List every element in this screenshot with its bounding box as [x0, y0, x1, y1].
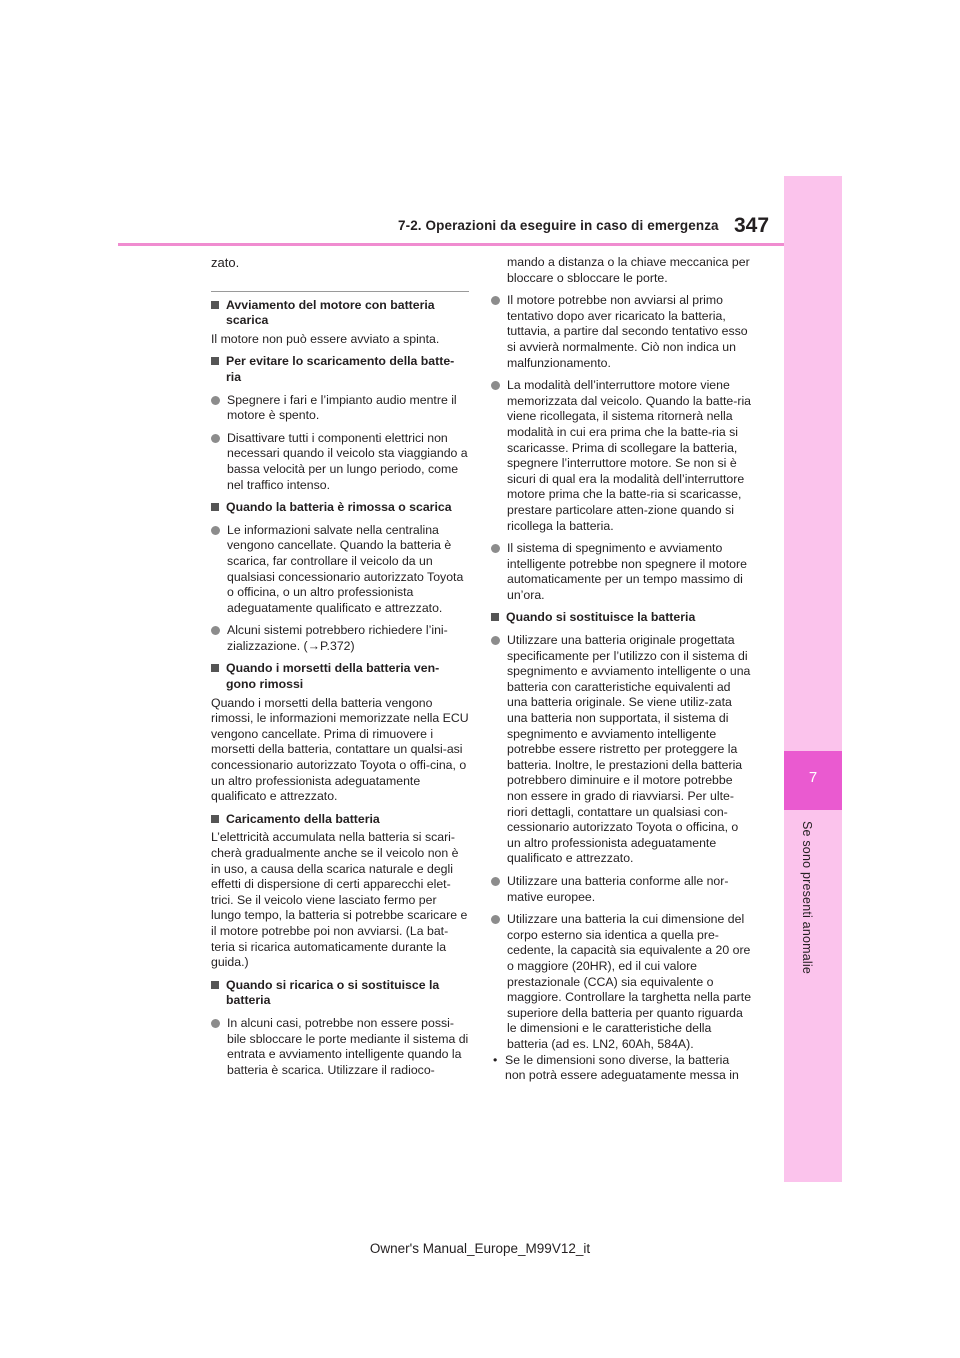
list-item: In alcuni casi, potrebbe non essere possi-bile sbloccare le porte mediante il sistema di entrata e avviamento intelligente quando la batteria è scarica. Utilizzare il radioco- — [211, 1016, 469, 1078]
list-item: Il sistema di spegnimento e avviamento intelligente potrebbe non spegnere il motore automaticamente per un tempo massimo di un’ora. — [491, 541, 753, 603]
section-title: 7-2. Operazioni da eseguire in caso di emergenza — [398, 218, 719, 233]
chapter-number: 7 — [808, 769, 818, 786]
page-number: 347 — [734, 214, 770, 237]
sub-list-item: • Se le dimensioni sono diverse, la batteria non potrà essere adeguatamente messa in — [493, 1052, 739, 1083]
chapter-label: Se sono presenti anomalie — [800, 821, 814, 975]
square-bullet-icon — [211, 301, 219, 309]
body-paragraph: Quando i morsetti della batteria vengono rimossi, le informazioni memorizzate nella ECU vengono cancellate. Prima di rimuovere i morsetti della batteria, contattare un qualsi-asi concessionario autorizzato Toyota o offi-cina, o un altro professionista adeguatamente qualificato e attrezzato. — [211, 695, 469, 804]
section-divider — [211, 291, 469, 292]
body-paragraph: Il motore non può essere avviato a spinta. — [211, 331, 440, 346]
circle-bullet-icon — [211, 396, 220, 405]
section-heading: Avviamento del motore con batteria scarica — [211, 298, 469, 329]
list-item: Utilizzare una batteria la cui dimensione del corpo esterno sia identica a quella pre-cedente, la capacità sia equivalente a 20 ore o maggiore (20HR), ed il cui valore prestazionale (CCA) sia equivalente o maggiore. Controllare la targhetta nella parte superiore della batteria per quanto riguarda le dimensioni e le caratteristiche della batteria (ad es. LN2, 60Ah, 584A). — [491, 912, 753, 1052]
square-bullet-icon — [491, 613, 499, 621]
circle-bullet-icon — [491, 877, 500, 886]
section-heading: Quando la batteria è rimossa o scarica — [211, 500, 469, 516]
section-heading: Caricamento della batteria — [211, 812, 469, 828]
circle-bullet-icon — [211, 434, 220, 443]
list-item-with-page-link[interactable]: Alcuni sistemi potrebbero richiedere l’ini-zializzazione. (→P.372) — [211, 623, 469, 654]
circle-bullet-icon — [211, 626, 220, 635]
square-bullet-icon — [211, 815, 219, 823]
section-heading: Per evitare lo scaricamento della batte-ria — [211, 354, 469, 385]
chapter-side-tab[interactable] — [784, 176, 842, 1182]
body-paragraph: L’elettricità accumulata nella batteria si scari-cherà gradualmente anche se il veicolo non è in uso, a causa della scarica naturale e degli effetti di dispersione di certi apparecchi elet-trici. Se il veicolo viene lasciato fermo per lungo tempo, la batteria si potrebbe scaricare e il motore potrebbe poi non avviarsi. (La bat-teria si ricarica automaticamente durante la guida.) — [211, 830, 468, 970]
section-heading: Quando si ricarica o si sostituisce la batteria — [211, 978, 469, 1009]
section-heading: Quando i morsetti della batteria ven-gono rimossi — [211, 661, 469, 692]
circle-bullet-icon — [491, 636, 500, 645]
square-bullet-icon — [211, 664, 219, 672]
square-bullet-icon — [211, 981, 219, 989]
left-column — [211, 255, 469, 1085]
square-bullet-icon — [211, 503, 219, 511]
circle-bullet-icon — [491, 544, 500, 553]
circle-bullet-icon — [211, 526, 220, 535]
list-item: Le informazioni salvate nella centralina vengono cancellate. Quando la batteria è scarica, far controllare il veicolo da un qualsiasi concessionario autorizzato Toyota o officina, o un altro professionista adeguatamente qualificato e attrezzato. — [211, 523, 469, 617]
continuation-text: mando a distanza o la chiave meccanica per bloccare o sbloccare le porte. — [507, 255, 750, 285]
chapter-number-box — [784, 751, 842, 810]
header-rule — [118, 243, 784, 246]
list-item: Spegnere i fari e l’impianto audio mentre il motore è spento. — [211, 393, 469, 424]
list-item: Il motore potrebbe non avviarsi al primo tentativo dopo aver ricaricato la batteria, tuttavia, a partire dal secondo tentativo esso si avvierà normalmente. Ciò non indica un malfunzionamento. — [491, 293, 753, 371]
circle-bullet-icon — [491, 296, 500, 305]
square-bullet-icon — [211, 357, 219, 365]
right-column — [491, 255, 753, 1084]
list-item: La modalità dell’interruttore motore viene memorizzata dal veicolo. Quando la batte-ria viene ricollegata, il sistema ritornerà nella modalità in cui era prima che la batte-ria si scaricasse. Prima di scollegare la batteria, spegnere l’interruttore motore. Se non si è sicuri di qual era la modalità dell’interruttore motore prima che la batte-ria si scaricasse, prestare particolare atten-zione quando si ricollega la batteria. — [491, 378, 753, 534]
circle-bullet-icon — [491, 915, 500, 924]
list-item: Utilizzare una batteria conforme alle nor-mative europee. — [491, 874, 753, 905]
circle-bullet-icon — [211, 1019, 220, 1028]
list-item: Disattivare tutti i componenti elettrici non necessari quando il veicolo sta viaggiando a bassa velocità per un lungo periodo, come nel traffico intenso. — [211, 431, 469, 493]
circle-bullet-icon — [491, 381, 500, 390]
footer-manual-id: Owner's Manual_Europe_M99V12_it — [369, 1241, 591, 1256]
small-dot-icon: • — [493, 1052, 498, 1067]
continuation-text: zato. — [211, 255, 240, 270]
list-item: Utilizzare una batteria originale progettata specificamente per l’utilizzo con il sistema di spegnimento e avviamento intelligente o una batteria con caratteristiche equivalenti ad una batteria originale. Se viene utiliz-zata una batteria non supportata, il sistema di spegnimento e avviamento intelligente potrebbe essere ristretto per proteggere la batteria. Inoltre, le prestazioni della batteria potrebbero diminuire e il motore potrebbe non essere in grado di riavviarsi. Per ulte-riori dettagli, contattare un qualsiasi con-cessionario autorizzato Toyota o officina, o un altro professionista adeguatamente qualificato e attrezzato. — [491, 633, 753, 867]
section-heading: Quando si sostituisce la batteria — [491, 610, 753, 626]
